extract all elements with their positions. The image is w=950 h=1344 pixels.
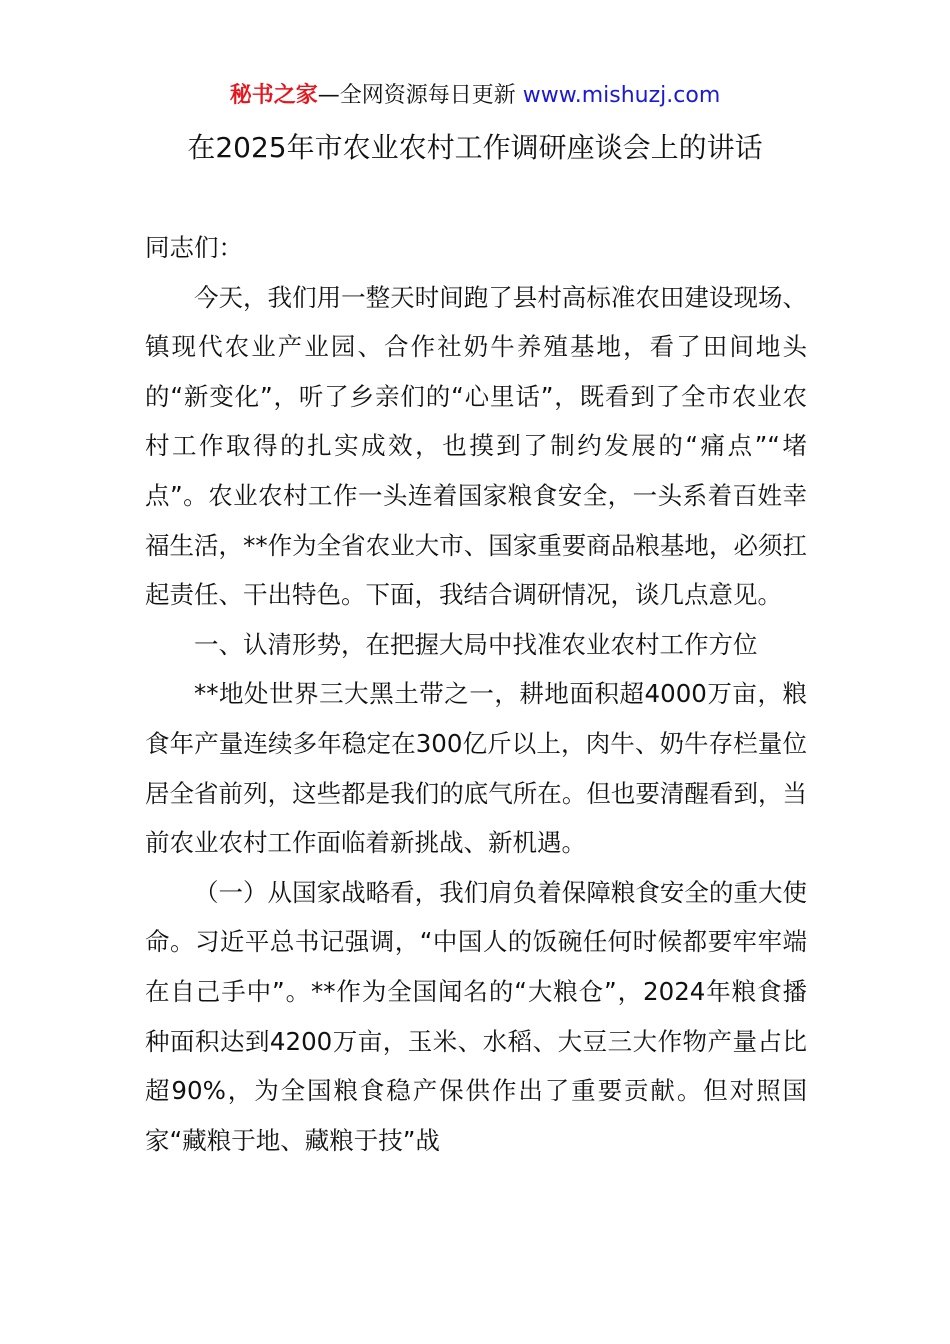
site-tagline: —全网资源每日更新: [317, 83, 516, 108]
site-header: [0, 80, 950, 112]
paragraph-intro: 今天，我们用一整天时间跑了县村高标准农田建设现场、镇现代农业产业园、合作社奶牛养殖基地，看了田间地头的“新变化”，听了乡亲们的“心里话”，既看到了全市农业农村工作取得的扎实成效，也摸到了制约发展的“痛点”“堵点”。农业农村工作一头连着国家粮食安全，一头系着百姓幸福生活，**作为全省农业大市、国家重要商品粮基地，必须扛起责任、干出特色。下面，我结合调研情况，谈几点意见。: [145, 282, 807, 610]
document-title: 在2025年市农业农村工作调研座谈会上的讲话: [187, 131, 763, 164]
paragraph-subsection-1: （一）从国家战略看，我们肩负着保障粮食安全的重大使命。习近平总书记强调，“中国人的饭碗任何时候都要牢牢端在自己手中”。**作为全国闻名的“大粮仓”，2024年粮食播种面积达到4200万亩，玉米、水稻、大豆三大作物产量占比超90%，为全国粮食稳产保供作出了重要贡献。但对照国家“藏粮于地、藏粮于技”战: [145, 877, 807, 1155]
site-name: 秘书之家: [229, 83, 318, 108]
paragraph-situation: **地处世界三大黑土带之一，耕地面积超4000万亩，粮食年产量连续多年稳定在300亿斤以上，肉牛、奶牛存栏量位居全省前列，这些都是我们的底气所在。但也要清醒看到，当前农业农村工作面临着新挑战、新机遇。: [145, 679, 807, 858]
section-heading-1: 一、认清形势，在把握大局中找准农业农村工作方位: [194, 629, 758, 659]
site-url-link[interactable]: www.mishuzj.com: [522, 83, 721, 108]
salutation: 同志们：: [145, 233, 243, 262]
document-body: [145, 223, 807, 1165]
